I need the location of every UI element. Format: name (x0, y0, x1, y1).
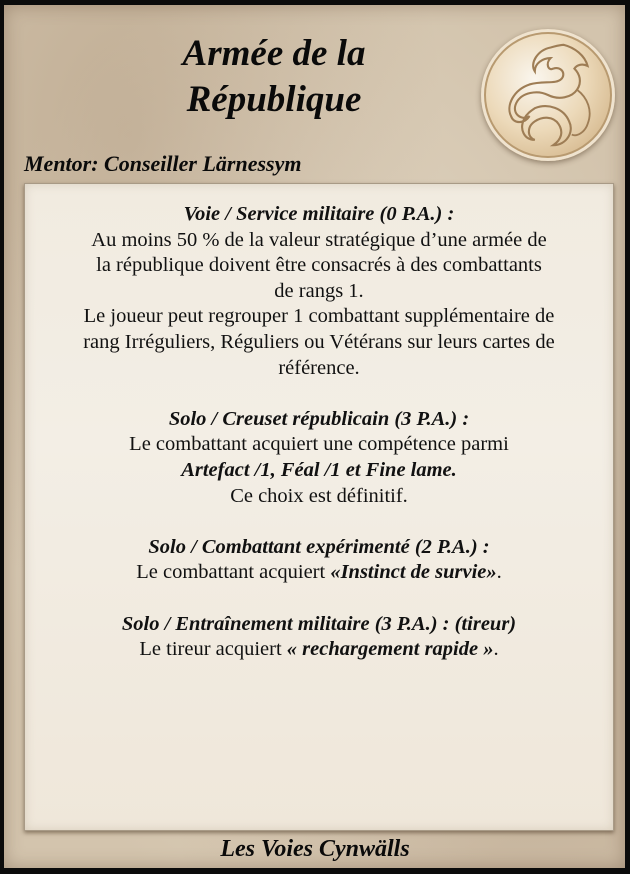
section-line: référence. (278, 356, 360, 379)
section-text-end: . (493, 638, 499, 661)
section-line: Au moins 50 % de la valeur stratégique d’une armée de (91, 228, 547, 251)
rules-panel (24, 183, 614, 831)
army-card (4, 5, 625, 868)
skill-name: «Instinct de survie» (330, 561, 497, 584)
section-text: Le combattant acquiert (136, 561, 331, 584)
title-line-1: Armée de la (182, 33, 366, 74)
title-line-2: République (186, 79, 362, 120)
section-line: de rangs 1. (274, 279, 364, 302)
section-voie (25, 202, 613, 381)
section-line: la république doivent être consacrés à des combattants (96, 254, 542, 277)
skill-name: « rechargement rapide » (286, 638, 494, 661)
dragon-emblem-icon (481, 29, 615, 161)
section-text-end: . (496, 561, 502, 584)
section-heading: Solo / Entraînement militaire (3 P.A.) : (tireur) (121, 612, 517, 635)
mentor-label: Mentor: Conseiller Lärnessym (24, 151, 302, 176)
section-creuset (25, 407, 613, 509)
section-line: rang Irréguliers, Réguliers ou Vétérans sur leurs cartes de (83, 330, 555, 353)
section-text: Le tireur acquiert (139, 638, 287, 661)
section-heading: Solo / Combattant expérimenté (2 P.A.) : (148, 535, 490, 558)
card-title (124, 31, 424, 123)
section-heading: Voie / Service militaire (0 P.A.) : (183, 203, 455, 225)
section-heading: Solo / Creuset républicain (3 P.A.) : (168, 407, 470, 430)
section-line: Ce choix est définitif. (230, 484, 408, 507)
skill-list: Artefact /1, Féal /1 et Fine lame. (181, 458, 457, 481)
section-line: Le combattant acquiert une compétence parmi (129, 433, 509, 456)
section-entrainement (25, 612, 613, 663)
section-combattant (25, 535, 613, 586)
rules-content (25, 202, 613, 688)
section-line: Le joueur peut regrouper 1 combattant supplémentaire de (83, 305, 555, 328)
card-footer: Les Voies Cynwälls (220, 836, 410, 862)
